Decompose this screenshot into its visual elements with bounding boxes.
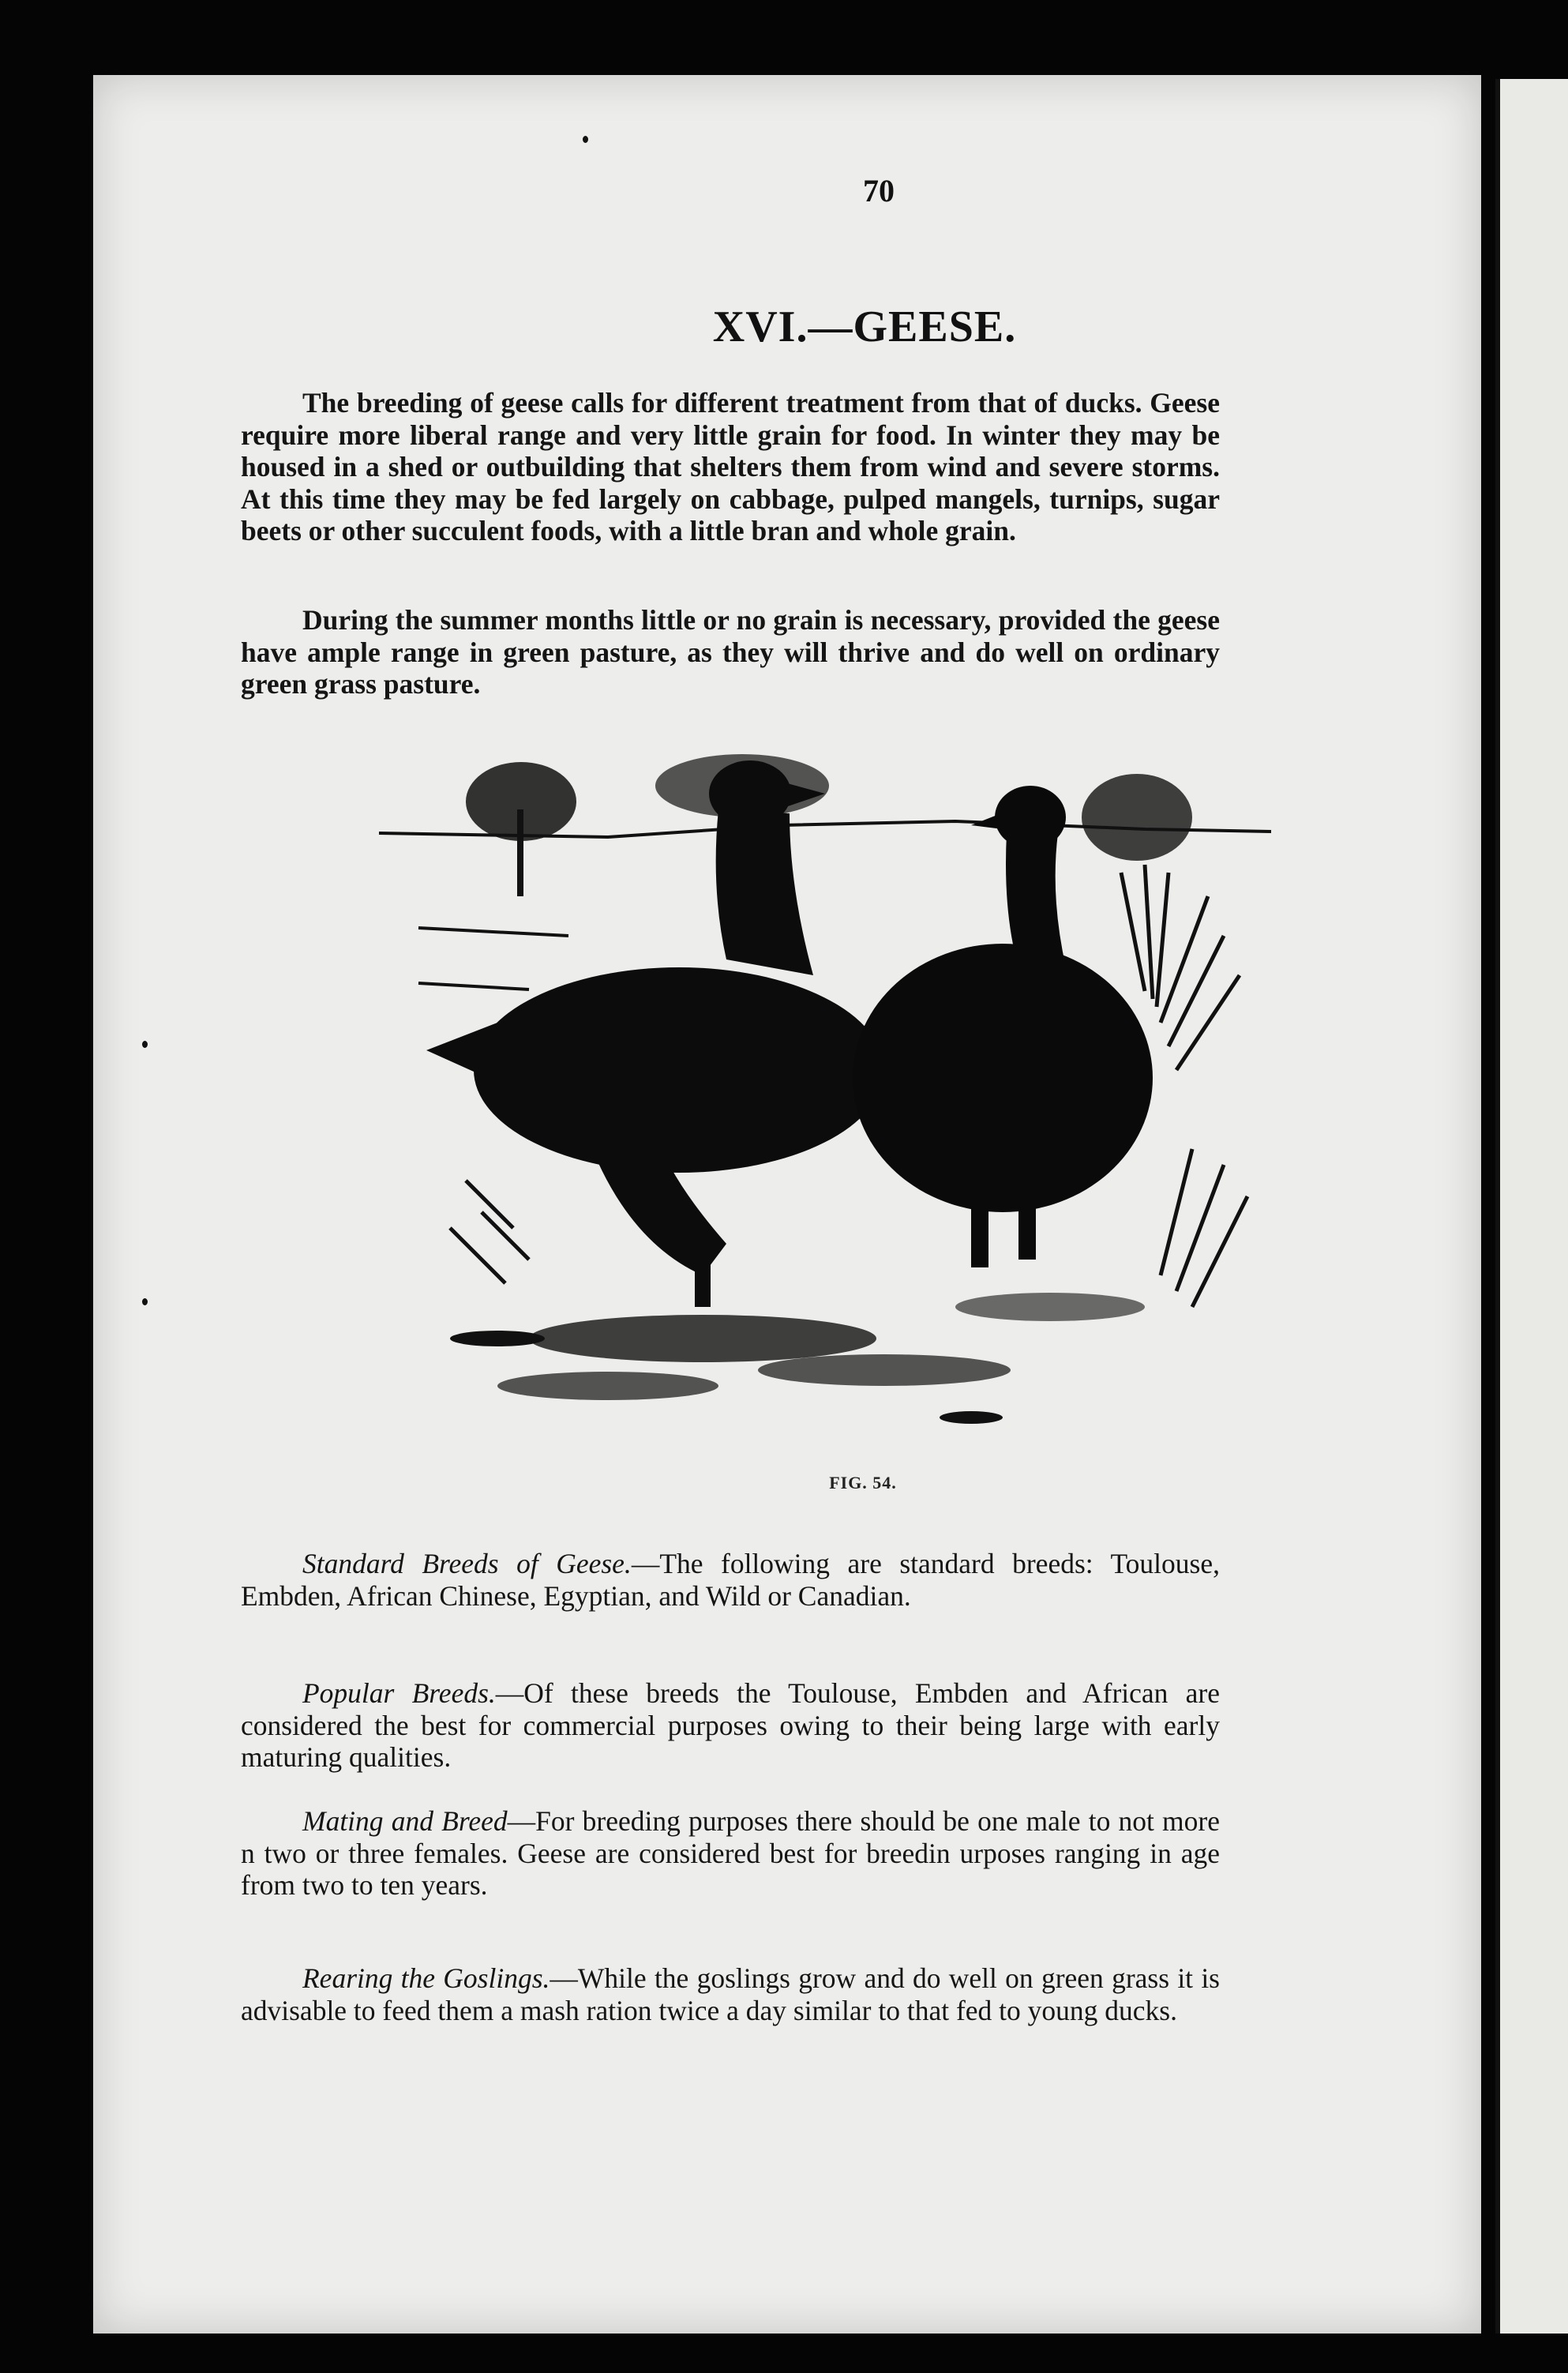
paragraph-popular-breeds bbox=[241, 1677, 1220, 1774]
paragraph-popular-breeds-text: —Of these breeds the Toulouse, Embden and African are considered the best for commercial purposes owing to their being large with early maturing qualities. bbox=[241, 1677, 1221, 1773]
paragraph-summer-text: During the summer months little or no grain is necessary, provided the geese have ample range in green pasture, as they will thrive and do well on ordinary green grass pasture. bbox=[241, 604, 1220, 700]
figure-caption: FIG. 54. bbox=[829, 1473, 897, 1493]
paragraph-intro-text: The breeding of geese calls for different treatment from that of ducks. Geese require more liberal range and very little grain for food. In winter they may be housed in a shed or outbuilding that shelters them from wind and severe storms. At this time they may be fed largely on cabbage, pulped mangels, turnips, sugar beets or other succulent foods, with a little bran and whole grain. bbox=[241, 387, 1220, 546]
paragraph-standard-breeds-text: —The following are standard breeds: Toulouse, Embden, African Chinese, Egyptian, and Wild or Canadian. bbox=[241, 1548, 1220, 1612]
paragraph-rearing-heading: Rearing the Goslings. bbox=[302, 1962, 550, 1994]
paragraph-rearing-text: —While the goslings grow and do well on green grass it is advisable to feed them a mash ration twice a day similar to that fed to young ducks. bbox=[241, 1962, 1221, 2026]
page-number: 70 bbox=[863, 173, 895, 208]
paragraph-summer bbox=[241, 604, 1220, 700]
paragraph-popular-breeds-heading: Popular Breeds. bbox=[302, 1677, 496, 1709]
paragraph-mating-text: —For breeding purposes there should be one male to not more n two or three females. Geese are considered best for breedin urposes ranging in age from two to ten years. bbox=[241, 1805, 1220, 1901]
chapter-title: XVI.—GEESE. bbox=[712, 302, 1017, 351]
paragraph-mating bbox=[241, 1805, 1220, 1902]
geese-illustration-icon bbox=[371, 738, 1287, 1449]
paragraph-mating-heading: Mating and Breed bbox=[302, 1805, 508, 1837]
paragraph-standard-breeds-heading: Standard Breeds of Geese. bbox=[302, 1548, 632, 1579]
next-page-edge bbox=[1495, 79, 1568, 2334]
paper-speck bbox=[142, 1298, 148, 1305]
paper-speck bbox=[583, 136, 588, 143]
paper-speck bbox=[142, 1041, 148, 1048]
paragraph-standard-breeds bbox=[241, 1548, 1220, 1612]
paragraph-intro bbox=[241, 387, 1220, 547]
paragraph-rearing bbox=[241, 1962, 1220, 2026]
